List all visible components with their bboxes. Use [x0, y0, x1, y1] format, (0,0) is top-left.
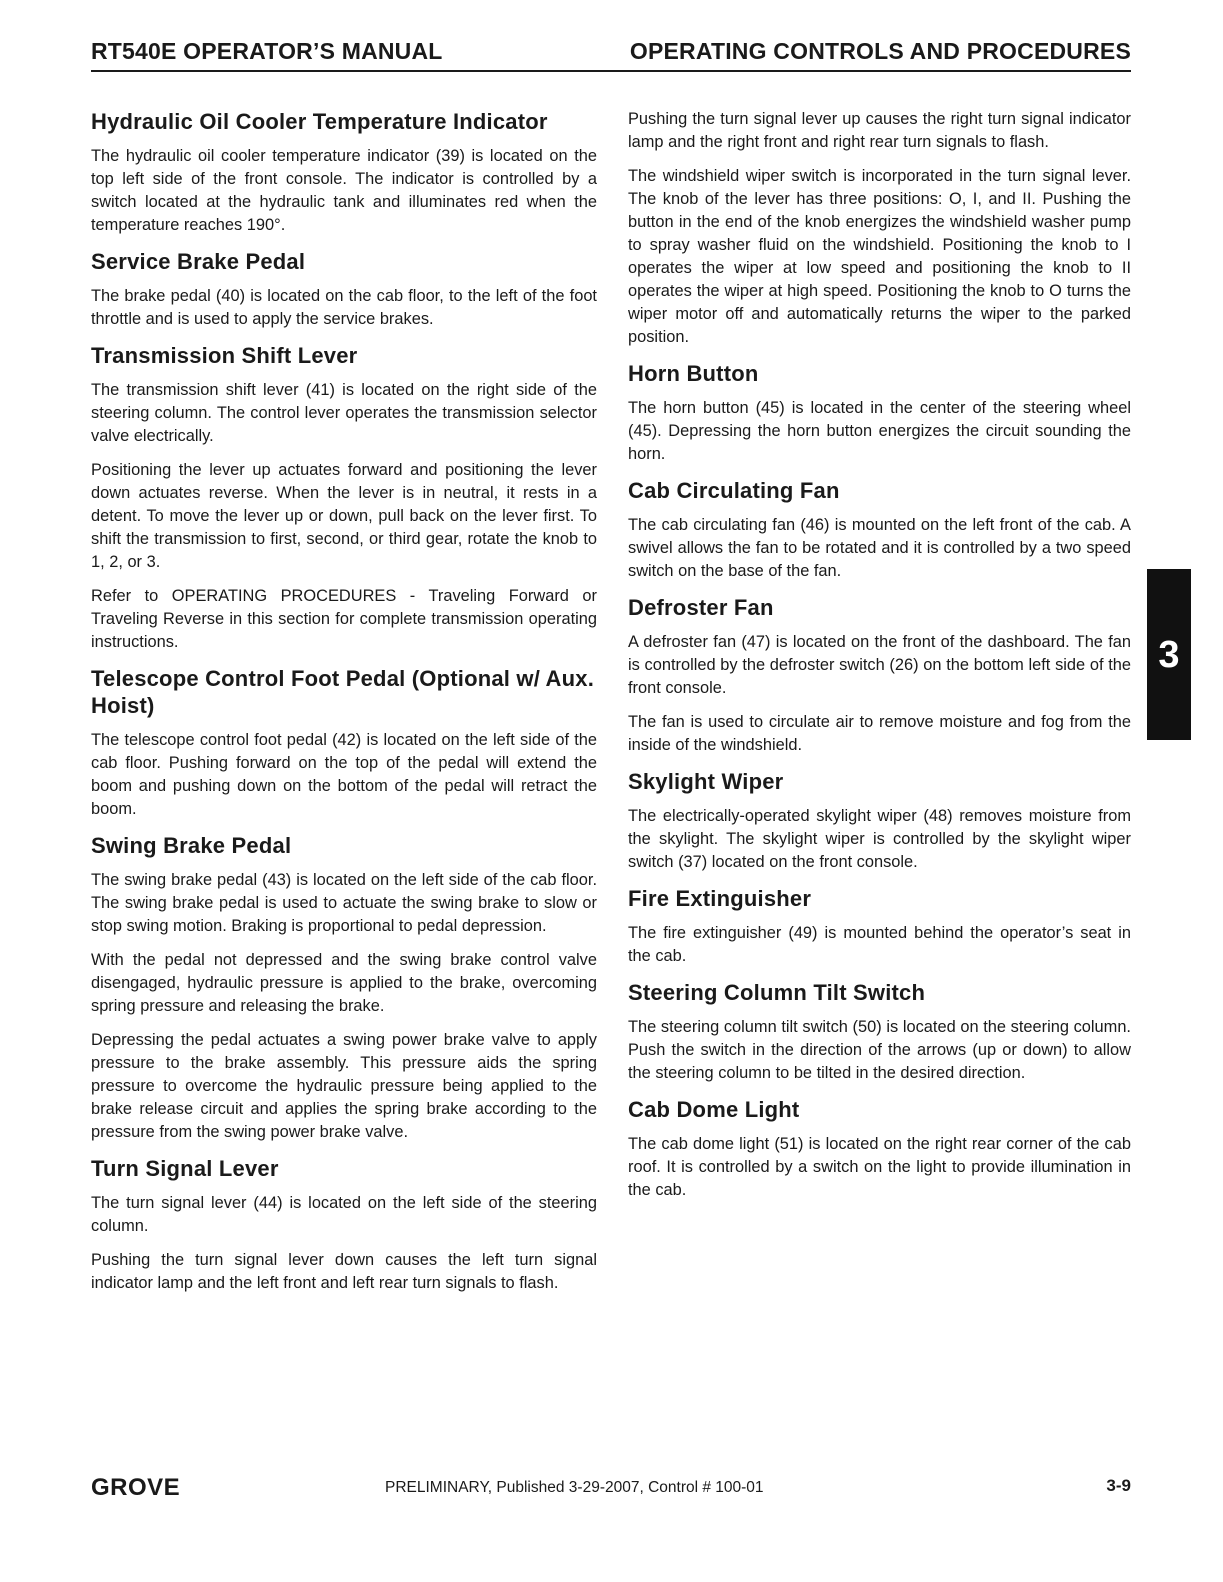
section-heading: Defroster Fan — [628, 595, 774, 620]
body-paragraph: The electrically-operated skylight wiper (48) removes moisture from the skylight. The skylight wiper is controlled by the skylight wiper switch (37) located on the front console. — [628, 807, 1131, 871]
body-paragraph: Depressing the pedal actuates a swing power brake valve to apply pressure to the brake assembly. This pressure aids the spring pressure to overcome the hydraulic pressure being applied to the brake release circuit and applies the spring brake according to the pressure from the swing power brake valve. — [91, 1031, 597, 1141]
body-paragraph: With the pedal not depressed and the swing brake control valve disengaged, hydraulic pressure is applied to the brake, overcoming spring pressure and releasing the brake. — [91, 951, 597, 1015]
chapter-tab — [1147, 569, 1191, 740]
section-heading: Transmission Shift Lever — [91, 343, 358, 368]
section — [91, 665, 597, 821]
section — [628, 360, 1131, 466]
section — [628, 885, 1131, 968]
body-paragraph: The cab dome light (51) is located on the right rear corner of the cab roof. It is controlled by a switch on the light to provide illumination in the cab. — [628, 1135, 1131, 1199]
body-paragraph: The cab circulating fan (46) is mounted on the left front of the cab. A swivel allows the fan to be rotated and it is controlled by a two speed switch on the base of the fan. — [628, 516, 1131, 580]
section-heading: Service Brake Pedal — [91, 249, 306, 274]
body-paragraph: The brake pedal (40) is located on the cab floor, to the left of the foot throttle and is used to apply the service brakes. — [91, 287, 597, 328]
section — [628, 477, 1131, 583]
section-heading: Horn Button — [628, 361, 759, 386]
section — [628, 768, 1131, 874]
body-paragraph: Refer to OPERATING PROCEDURES - Traveling Forward or Traveling Reverse in this section for complete transmission operating instructions. — [91, 587, 597, 651]
section — [628, 1096, 1131, 1202]
body-paragraph: A defroster fan (47) is located on the front of the dashboard. The fan is controlled by the defroster switch (26) on the bottom left side of the front console. — [628, 633, 1131, 697]
body-paragraph: The transmission shift lever (41) is located on the right side of the steering column. The control lever operates the transmission selector valve electrically. — [91, 381, 597, 445]
section-heading: Turn Signal Lever — [91, 1156, 279, 1181]
body-paragraph: Pushing the turn signal lever up causes the right turn signal indicator lamp and the right front and right rear turn signals to flash. — [628, 110, 1131, 151]
body-paragraph: The windshield wiper switch is incorporated in the turn signal lever. The knob of the lever has three positions: O, I, and II. Pushing the button in the end of the knob energizes the windshield washer pump to spray washer fluid on the windshield. Positioning the knob to I operates the wiper at low speed and positioning the knob to II operates the wiper at high speed. Positioning the knob to O turns the wiper motor off and automatically returns the wiper to the parked position. — [628, 167, 1131, 346]
body-paragraph: The fan is used to circulate air to remove moisture and fog from the inside of the windshield. — [628, 713, 1131, 754]
right-column — [628, 108, 1131, 1213]
body-paragraph: The steering column tilt switch (50) is located on the steering column. Push the switch in the direction of the arrows (up or down) to allow the steering column to be tilted in the desired direction. — [628, 1018, 1131, 1082]
section-heading: Swing Brake Pedal — [91, 833, 292, 858]
page-number: 3-9 — [1106, 1476, 1131, 1495]
section-heading: Steering Column Tilt Switch — [628, 980, 926, 1005]
body-paragraph: The hydraulic oil cooler temperature indicator (39) is located on the top left side of the front console. The indicator is controlled by a switch located at the hydraulic tank and illuminates red when the temperature reaches 190°. — [91, 147, 597, 234]
section — [91, 832, 597, 1144]
manual-title: RT540E OPERATOR’S MANUAL — [91, 38, 443, 64]
page-footer — [91, 1474, 1131, 1504]
section — [628, 979, 1131, 1085]
body-paragraph: Pushing the turn signal lever down causes the left turn signal indicator lamp and the left front and left rear turn signals to flash. — [91, 1251, 597, 1292]
body-paragraph: Positioning the lever up actuates forward and positioning the lever down actuates reverse. When the lever is in neutral, it rests in a detent. To move the lever up or down, pull back on the lever first. To shift the transmission to first, second, or third gear, rotate the knob to 1, 2, or 3. — [91, 461, 597, 571]
section — [91, 1155, 597, 1295]
section — [91, 342, 597, 654]
section-heading: Telescope Control Foot Pedal (Optional w/ Aux. Hoist) — [91, 666, 595, 718]
chapter-tab-number: 3 — [1158, 634, 1180, 676]
section — [628, 594, 1131, 757]
section — [628, 108, 1131, 349]
section-heading: Cab Dome Light — [628, 1097, 800, 1122]
section-heading: Fire Extinguisher — [628, 886, 812, 911]
section-heading: Cab Circulating Fan — [628, 478, 840, 503]
page-header — [91, 36, 1131, 72]
brand-logo: GROVE — [91, 1474, 181, 1501]
body-paragraph: The turn signal lever (44) is located on the left side of the steering column. — [91, 1194, 597, 1235]
body-paragraph: The fire extinguisher (49) is mounted behind the operator’s seat in the cab. — [628, 924, 1131, 965]
section-heading: Skylight Wiper — [628, 769, 784, 794]
publication-info: PRELIMINARY, Published 3-29-2007, Control # 100-01 — [385, 1479, 764, 1496]
left-column — [91, 108, 597, 1306]
body-paragraph: The swing brake pedal (43) is located on the left side of the cab floor. The swing brake pedal is used to actuate the swing brake to slow or stop swing motion. Braking is proportional to pedal depression. — [91, 871, 597, 935]
section — [91, 248, 597, 331]
body-paragraph: The horn button (45) is located in the center of the steering wheel (45). Depressing the horn button energizes the circuit sounding the horn. — [628, 399, 1131, 463]
body-paragraph: The telescope control foot pedal (42) is located on the left side of the cab floor. Pushing forward on the top of the pedal will extend the boom and pushing down on the bottom of the pedal will retract the boom. — [91, 731, 597, 818]
section-heading: Hydraulic Oil Cooler Temperature Indicator — [91, 109, 548, 134]
chapter-title: OPERATING CONTROLS AND PROCEDURES — [629, 38, 1131, 64]
section — [91, 108, 597, 237]
